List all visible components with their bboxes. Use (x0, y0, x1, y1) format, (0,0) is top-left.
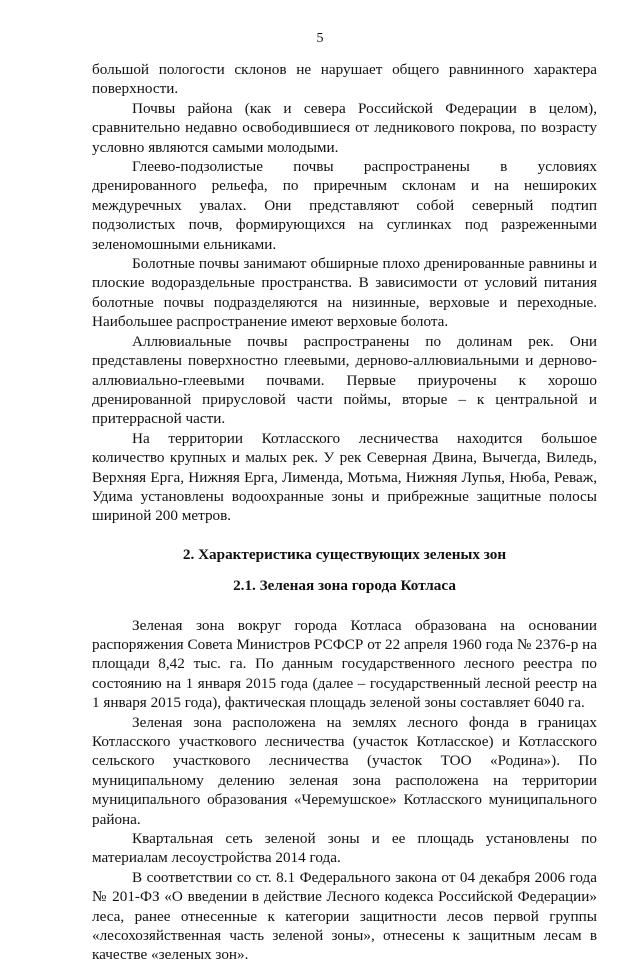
paragraph-bog-soils: Болотные почвы занимают обширные плохо дренированные равнины и плоские водораздельные пространства. В зависимости от условий питания болотные почвы подразделяются на низинные, верховые и переходные. Наибольшее распространение имеют верховые болота. (92, 255, 597, 331)
paragraph-green-zone-location: Зеленая зона расположена на землях лесного фонда в границах Котласского участкового лесничества (участок Котласское) и Котласского сельского участкового лесничества (участок ТОО «Родина»). По муниципальному делению зеленая зона расположена на территории муниципального образования «Черемушское» Котласского муниципального района. (92, 713, 597, 828)
paragraph-green-zone-origin: Зеленая зона вокруг города Котласа образована на основании распоряжения Совета Министров РСФСР от 22 апреля 1960 года № 2376-р на площади 8,42 тыс. га. По данным государственного лесного реестра по состоянию на 1 января 2015 года (далее – государственный лесной реестр на 1 января 2015 года), фактическая площадь зеленой зоны составляет 6040 га. (92, 616, 597, 712)
paragraph-alluvial-soils: Аллювиальные почвы распространены по долинам рек. Они представлены поверхностно глеевыми, дерново-аллювиальными и дерново-аллювиально-глеевыми почвами. Первые приурочены к хорошо дренированной прирусловой части поймы, вторые – к центральной и притеррасной части. (92, 332, 597, 428)
spacer (92, 526, 597, 545)
page-number: 5 (316, 31, 324, 46)
spacer (92, 596, 597, 616)
section-heading: 2. Характеристика существующих зеленых зон (182, 545, 507, 563)
subsection-heading: 2.1. Зеленая зона города Котласа (233, 577, 456, 595)
paragraph-federal-law: В соответствии со ст. 8.1 Федерального закона от 04 декабря 2006 года № 201-ФЗ «О введении в действие Лесного кодекса Российской Федерации» леса, ранее отнесенные к категории защитности лесов первой группы «лесохозяйственная часть зеленой зоны», отнесены к защитным лесам в качестве «зеленых зон». (92, 868, 597, 964)
paragraph-gley-podzolic-soils: Глеево-подзолистые почвы распространены в условиях дренированного рельефа, по приречным склонам и на нешироких междуречных увалах. Они представляют собой северный подтип подзолистых почв, формирующихся на суглинках под разреженными зеленомошными ельниками. (92, 158, 597, 253)
spacer (92, 564, 597, 576)
page-content (92, 60, 597, 965)
paragraph-relief-continuation: большой пологости склонов не нарушает общего равнинного характера поверхности. (92, 61, 597, 98)
paragraph-quarter-network: Квартальная сеть зеленой зоны и ее площадь установлены по материалам лесоустройства 2014 года. (92, 830, 597, 867)
paragraph-soils-age: Почвы района (как и севера Российской Федерации в целом), сравнительно недавно освободившиеся от ледникового покрова, по возрасту условно являются самыми молодыми. (92, 99, 597, 156)
paragraph-rivers: На территории Котласского лесничества находится большое количество крупных и малых рек. У рек Северная Двина, Вычегда, Виледь, Верхняя Ерга, Нижняя Ерга, Лименда, Мотьма, Нижняя Лупья, Нюба, Реваж, Удима установлены водоохранные зоны и прибрежные защитные полосы шириной 200 метров. (92, 429, 597, 525)
